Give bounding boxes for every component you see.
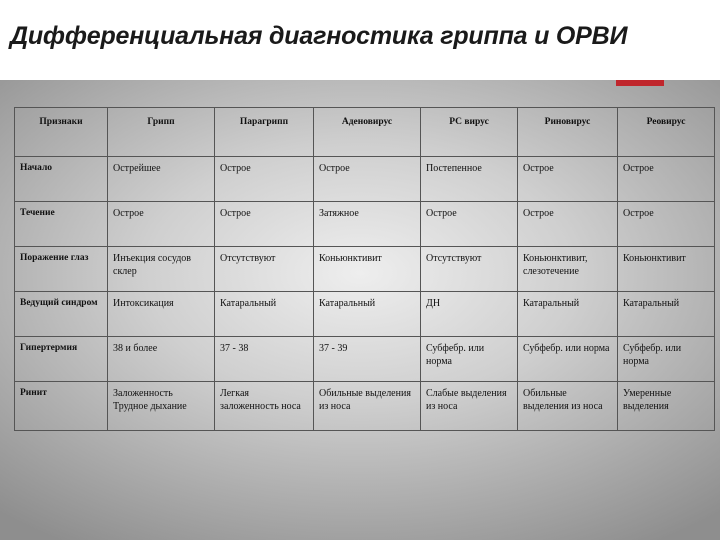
table-cell: Катаральный	[314, 292, 421, 337]
table-row	[15, 292, 715, 337]
slide-header	[0, 0, 720, 80]
table-cell: Субфебр. или норма	[518, 337, 618, 382]
table-cell: Затяжное	[314, 202, 421, 247]
table-cell: Отсутствуют	[421, 247, 518, 292]
slide-title: Дифференциальная диагностика гриппа и ОРВИ	[10, 22, 628, 50]
table-cell: Отсутствуют	[215, 247, 314, 292]
column-header: РС вирус	[421, 108, 518, 157]
column-header: Реовирус	[618, 108, 715, 157]
row-label: Течение	[15, 202, 108, 247]
table-cell: Острое	[618, 157, 715, 202]
column-header: Аденовирус	[314, 108, 421, 157]
table-row	[15, 382, 715, 431]
column-header: Признаки	[15, 108, 108, 157]
table-cell: Обильные выделения из носа	[518, 382, 618, 431]
column-header: Грипп	[108, 108, 215, 157]
table-cell: ДН	[421, 292, 518, 337]
table-cell: Субфебр. или норма	[421, 337, 518, 382]
table-cell: Заложенность Трудное дыхание	[108, 382, 215, 431]
table-cell: Инъекция сосудов склер	[108, 247, 215, 292]
table-cell: Слабые выделения из носа	[421, 382, 518, 431]
row-label: Ринит	[15, 382, 108, 431]
table-cell: Коньюнктивит	[618, 247, 715, 292]
table-cell: Катаральный	[618, 292, 715, 337]
table-cell: 37 - 39	[314, 337, 421, 382]
table-row	[15, 247, 715, 292]
table-cell: Коньюнктивит	[314, 247, 421, 292]
table-cell: Острое	[215, 157, 314, 202]
table-cell: Обильные выделения из носа	[314, 382, 421, 431]
accent-bar	[616, 80, 664, 86]
column-header: Риновирус	[518, 108, 618, 157]
table-cell: Умеренные выделения	[618, 382, 715, 431]
table-cell: Острое	[618, 202, 715, 247]
row-label: Гипертермия	[15, 337, 108, 382]
table-cell: Интоксикация	[108, 292, 215, 337]
table-header-row	[15, 108, 715, 157]
column-header: Парагрипп	[215, 108, 314, 157]
table-cell: Острое	[518, 202, 618, 247]
table-cell: Катаральный	[215, 292, 314, 337]
row-label: Ведущий синдром	[15, 292, 108, 337]
table-cell: Легкая заложенность носа	[215, 382, 314, 431]
table-cell: 38 и более	[108, 337, 215, 382]
table-row	[15, 337, 715, 382]
table-row	[15, 157, 715, 202]
table-cell: Острое	[215, 202, 314, 247]
table-cell: Коньюнктивит, слезотечение	[518, 247, 618, 292]
table-cell: Острейшее	[108, 157, 215, 202]
table-cell: Острое	[314, 157, 421, 202]
diagnosis-table	[14, 107, 715, 431]
table-cell: Постепенное	[421, 157, 518, 202]
table-cell: Острое	[421, 202, 518, 247]
table-cell: Острое	[108, 202, 215, 247]
row-label: Начало	[15, 157, 108, 202]
table-cell: Катаральный	[518, 292, 618, 337]
table-cell: Острое	[518, 157, 618, 202]
table-cell: Субфебр. или норма	[618, 337, 715, 382]
table-row	[15, 202, 715, 247]
table-cell: 37 - 38	[215, 337, 314, 382]
row-label: Поражение глаз	[15, 247, 108, 292]
